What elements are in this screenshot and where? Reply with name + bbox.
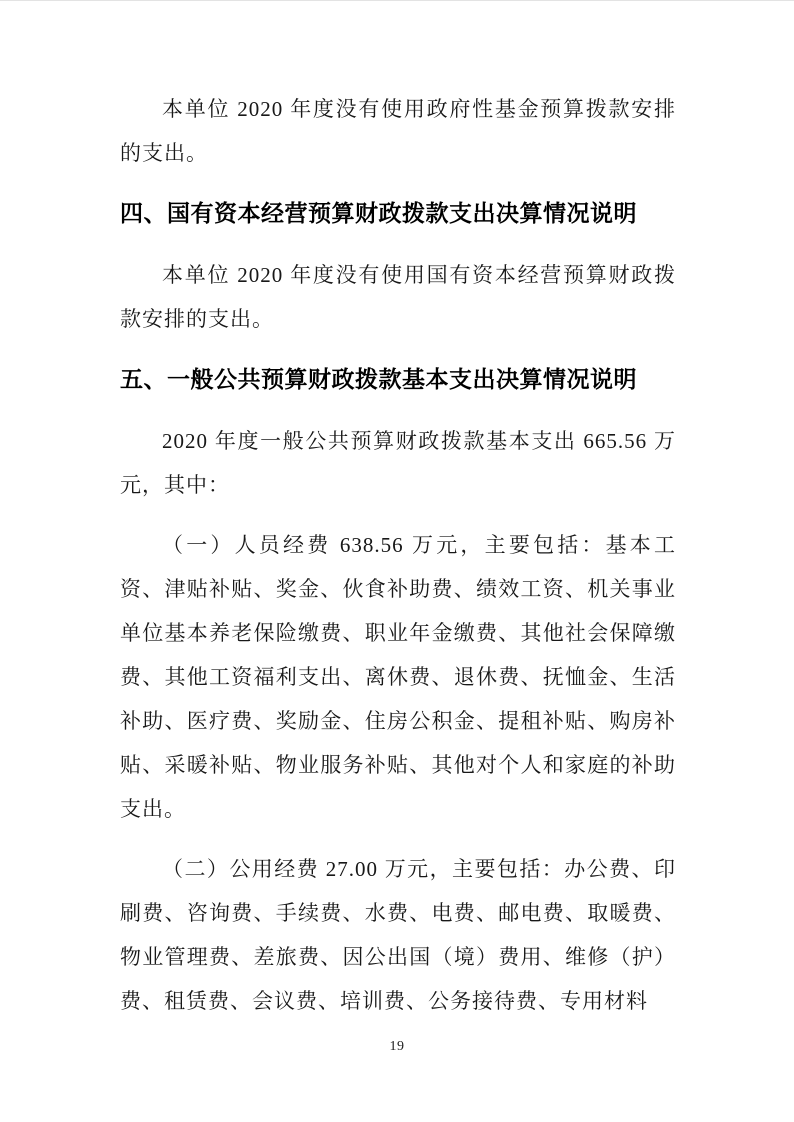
paragraph-basic-expenditure-total: 2020 年度一般公共预算财政拨款基本支出 665.56 万元，其中： bbox=[120, 429, 676, 497]
paragraph-public-expenses: （二）公用经费 27.00 万元，主要包括：办公费、印刷费、咨询费、手续费、水费、电费、邮电费、取暖费、物业管理费、差旅费、因公出国（境）费用、维修（护）费、租赁费、会议费、培训费、公务接待费、专用材料 bbox=[120, 857, 676, 1013]
heading-section-5-basic-expenditure: 五、一般公共预算财政拨款基本支出决算情况说明 bbox=[120, 366, 637, 392]
page-number: 19 bbox=[389, 1039, 405, 1054]
paragraph-personnel-expenses: （一）人员经费 638.56 万元，主要包括：基本工资、津贴补贴、奖金、伙食补助费、绩效工资、机关事业单位基本养老保险缴费、职业年金缴费、其他社会保障缴费、其他工资福利支出、离休费、退休费、抚恤金、生活补助、医疗费、奖励金、住房公积金、提租补贴、购房补贴、采暖补贴、物业服务补贴、其他对个人和家庭的补助支出。 bbox=[120, 533, 676, 821]
paragraph-gov-fund-expenditure: 本单位 2020 年度没有使用政府性基金预算拨款安排的支出。 bbox=[120, 97, 676, 165]
heading-section-4-state-capital: 四、国有资本经营预算财政拨款支出决算情况说明 bbox=[120, 200, 637, 226]
paragraph-state-capital-expenditure: 本单位 2020 年度没有使用国有资本经营预算财政拨款安排的支出。 bbox=[120, 263, 676, 331]
